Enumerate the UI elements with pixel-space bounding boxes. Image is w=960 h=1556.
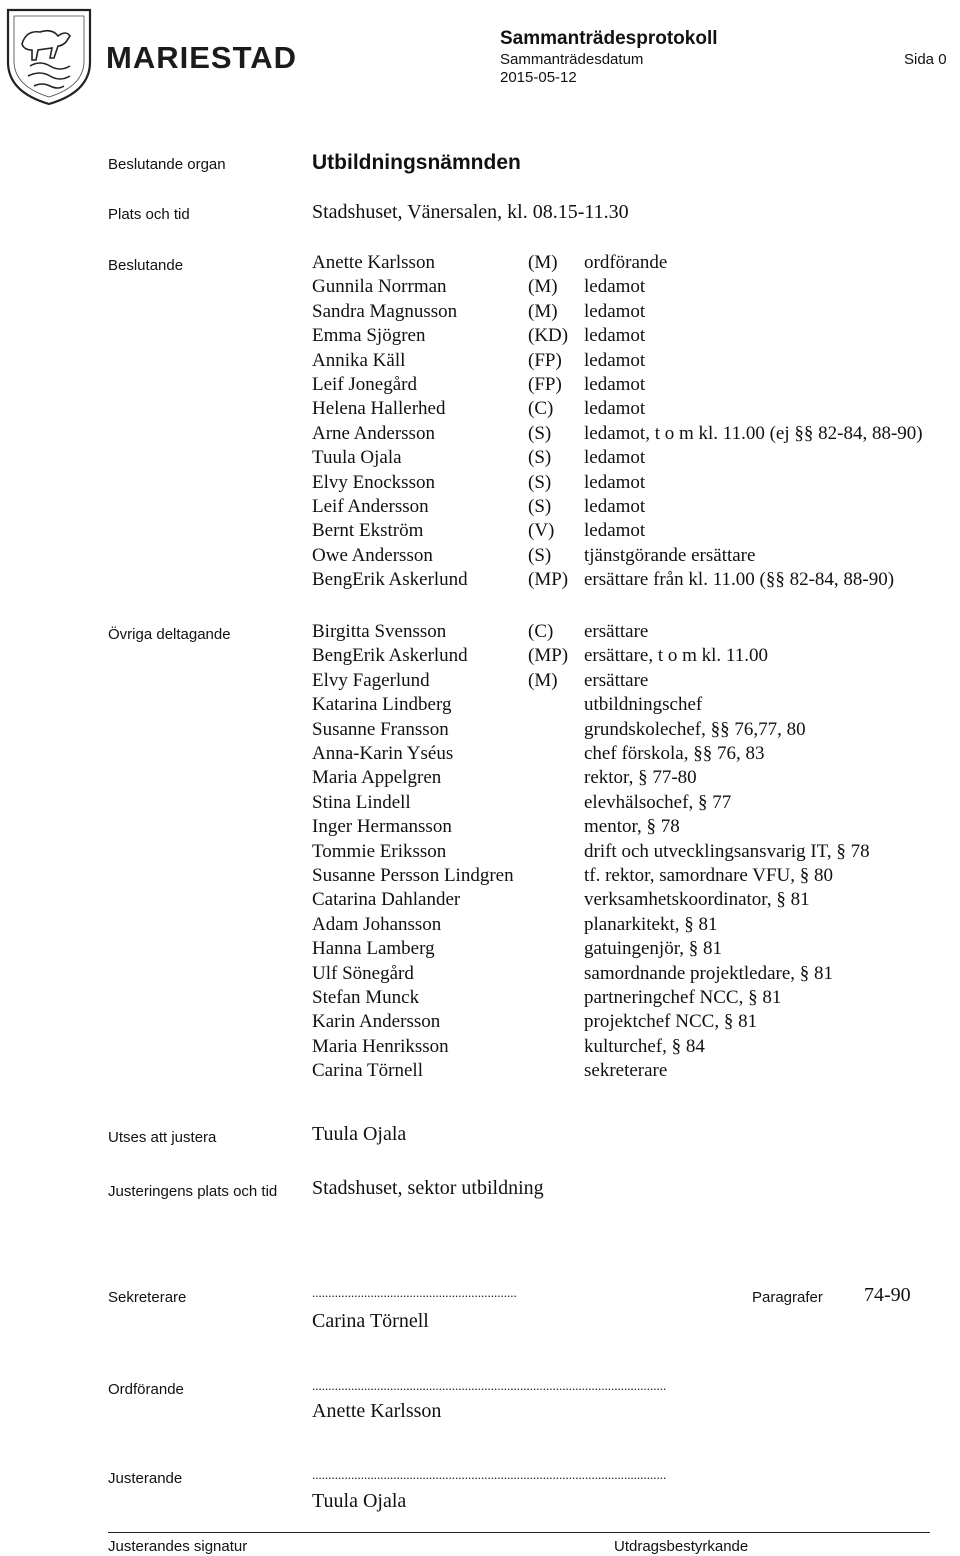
- ordforande-label: Ordförande: [108, 1381, 184, 1398]
- participant-row: [0, 670, 960, 694]
- participant-role: ledamot: [584, 447, 646, 469]
- beslutande-label: Beslutande: [108, 257, 184, 274]
- participant-row: [0, 792, 960, 816]
- participant-role: grundskolechef, §§ 76,77, 80: [584, 718, 806, 740]
- participant-name: Anette Karlsson: [312, 252, 435, 273]
- participant-name: Sandra Magnusson: [312, 300, 458, 322]
- paragrafer-value: 74-90: [864, 1284, 911, 1306]
- participant-name: BengErik Askerlund: [312, 645, 468, 667]
- participant-name: Annika Käll: [312, 349, 406, 371]
- participant-party: (FP): [528, 349, 562, 371]
- participant-role: kulturchef, § 84: [584, 1035, 705, 1057]
- participant-role: ordförande: [584, 252, 668, 273]
- ovriga-label: Övriga deltagande: [108, 626, 231, 643]
- participant-party: (S): [528, 496, 552, 517]
- participant-row: [0, 276, 960, 300]
- participant-role: ledamot: [584, 496, 646, 517]
- place-value: Stadshuset, Vänersalen, kl. 08.15-11.30: [312, 201, 629, 223]
- participant-role: ledamot: [584, 300, 646, 322]
- participant-row: [0, 569, 960, 593]
- sekreterare-signature-line: ...............................................................: [312, 1285, 517, 1300]
- participant-row: [0, 301, 960, 325]
- participant-role: utbildningschef: [584, 694, 703, 716]
- participant-party: (KD): [528, 325, 569, 347]
- footer-justerandes-signatur: Justerandes signatur: [108, 1538, 248, 1555]
- participant-name: Ulf Sönegård: [312, 962, 414, 984]
- participant-name: Carina Törnell: [312, 1060, 423, 1082]
- participant-name: Maria Henriksson: [312, 1035, 449, 1057]
- participant-row: [0, 841, 960, 865]
- participant-name: Susanne Persson Lindgren: [312, 865, 514, 886]
- participant-name: Adam Johansson: [312, 913, 442, 935]
- justerande-signature-line: .............................................................................................................: [312, 1467, 667, 1482]
- participant-name: Anna-Karin Yséus: [312, 743, 454, 764]
- participant-party: (V): [528, 520, 555, 542]
- sekreterare-label: Sekreterare: [108, 1289, 187, 1306]
- participant-name: Katarina Lindberg: [312, 694, 452, 716]
- participant-role: ersättare: [584, 669, 649, 691]
- participant-row: [0, 719, 960, 743]
- participant-row: [0, 645, 960, 669]
- organ-label: Beslutande organ: [108, 156, 226, 173]
- participant-role: rektor, § 77-80: [584, 767, 697, 789]
- participant-row: [0, 423, 960, 447]
- footer-divider: [108, 1532, 930, 1533]
- participant-party: (S): [528, 471, 552, 493]
- participant-row: [0, 252, 960, 276]
- participant-role: ledamot: [584, 398, 646, 420]
- participant-role: chef förskola, §§ 76, 83: [584, 743, 765, 764]
- document-title: Sammanträdesprotokoll: [500, 28, 718, 49]
- participant-role: ersättare, t o m kl. 11.00: [584, 645, 768, 667]
- participant-row: [0, 496, 960, 520]
- participant-row: [0, 1060, 960, 1084]
- participant-row: [0, 767, 960, 791]
- participant-party: (M): [528, 669, 558, 691]
- participant-row: [0, 545, 960, 569]
- justering-plats-label: Justeringens plats och tid: [108, 1183, 278, 1200]
- participant-row: [0, 963, 960, 987]
- participant-party: (M): [528, 276, 558, 298]
- participant-row: [0, 472, 960, 496]
- participant-role: partneringchef NCC, § 81: [584, 987, 782, 1008]
- participant-row: [0, 743, 960, 767]
- participant-role: ersättare: [584, 621, 649, 642]
- participant-role: elevhälsochef, § 77: [584, 791, 732, 813]
- participant-role: ledamot: [584, 349, 646, 371]
- participant-role: projektchef NCC, § 81: [584, 1011, 758, 1033]
- participant-party: (M): [528, 300, 558, 322]
- participant-row: [0, 987, 960, 1011]
- participant-party: (C): [528, 398, 554, 420]
- participant-party: (FP): [528, 374, 562, 395]
- participant-row: [0, 1036, 960, 1060]
- participant-row: [0, 914, 960, 938]
- page-number: Sida 0: [904, 51, 947, 68]
- participant-name: BengErik Askerlund: [312, 569, 468, 591]
- participant-party: (S): [528, 422, 552, 444]
- participant-row: [0, 350, 960, 374]
- ordforande-name: Anette Karlsson: [312, 1400, 442, 1422]
- participant-name: Emma Sjögren: [312, 325, 426, 347]
- participant-name: Helena Hallerhed: [312, 398, 446, 420]
- participant-role: ledamot: [584, 520, 646, 542]
- participant-row: [0, 816, 960, 840]
- participant-name: Gunnila Norrman: [312, 276, 447, 298]
- participant-name: Hanna Lamberg: [312, 938, 435, 960]
- participant-row: [0, 938, 960, 962]
- participant-row: [0, 447, 960, 471]
- logo-text: MARIESTAD: [106, 40, 297, 75]
- coat-of-arms-icon: [8, 10, 90, 104]
- participant-role: verksamhetskoordinator, § 81: [584, 889, 810, 911]
- participant-name: Stina Lindell: [312, 791, 411, 813]
- participant-party: (MP): [528, 569, 569, 591]
- participant-role: ledamot: [584, 325, 646, 347]
- participant-role: samordnande projektledare, § 81: [584, 962, 834, 984]
- footer-utdragsbestyrkande: Utdragsbestyrkande: [614, 1538, 749, 1555]
- justerande-label: Justerande: [108, 1470, 183, 1487]
- participant-row: [0, 694, 960, 718]
- participant-name: Arne Andersson: [312, 422, 435, 444]
- participant-role: drift och utvecklingsansvarig IT, § 78: [584, 840, 870, 862]
- participant-row: [0, 520, 960, 544]
- participant-row: [0, 621, 960, 645]
- organ-name: Utbildningsnämnden: [312, 151, 521, 174]
- participant-name: Stefan Munck: [312, 987, 420, 1008]
- participant-name: Susanne Fransson: [312, 718, 449, 740]
- paragrafer-label: Paragrafer: [752, 1289, 823, 1306]
- participant-role: ersättare från kl. 11.00 (§§ 82-84, 88-90): [584, 569, 895, 591]
- participant-name: Birgitta Svensson: [312, 621, 447, 642]
- place-label: Plats och tid: [108, 206, 190, 223]
- participant-name: Owe Andersson: [312, 544, 433, 566]
- participant-role: tjänstgörande ersättare: [584, 544, 756, 566]
- participant-party: (S): [528, 544, 552, 566]
- participant-row: [0, 325, 960, 349]
- utses-label: Utses att justera: [108, 1129, 217, 1146]
- participant-row: [0, 865, 960, 889]
- participant-name: Leif Andersson: [312, 496, 429, 517]
- participant-role: ledamot: [584, 374, 646, 395]
- participant-name: Bernt Ekström: [312, 520, 424, 542]
- participant-role: ledamot: [584, 471, 646, 493]
- sekreterare-name: Carina Törnell: [312, 1310, 429, 1332]
- meeting-date: 2015-05-12: [500, 69, 577, 86]
- participant-party: (M): [528, 252, 558, 273]
- participant-name: Inger Hermansson: [312, 816, 452, 838]
- participant-name: Tommie Eriksson: [312, 840, 447, 862]
- ordforande-signature-line: .............................................................................................................: [312, 1378, 667, 1393]
- participant-name: Karin Andersson: [312, 1011, 441, 1033]
- participant-row: [0, 889, 960, 913]
- participant-party: (MP): [528, 645, 569, 667]
- utses-value: Tuula Ojala: [312, 1123, 407, 1145]
- participant-row: [0, 374, 960, 398]
- participant-role: mentor, § 78: [584, 816, 680, 838]
- justering-plats-value: Stadshuset, sektor utbildning: [312, 1177, 544, 1199]
- participant-name: Leif Jonegård: [312, 374, 417, 395]
- participant-name: Elvy Fagerlund: [312, 669, 430, 691]
- participant-role: ledamot: [584, 276, 646, 298]
- participant-party: (C): [528, 621, 554, 642]
- participant-name: Tuula Ojala: [312, 447, 402, 469]
- participant-role: sekreterare: [584, 1060, 668, 1082]
- participant-role: tf. rektor, samordnare VFU, § 80: [584, 865, 834, 886]
- meeting-date-label: Sammanträdesdatum: [500, 51, 644, 68]
- participant-role: ledamot, t o m kl. 11.00 (ej §§ 82-84, 88-90): [584, 422, 923, 444]
- participant-role: planarkitekt, § 81: [584, 913, 718, 935]
- participant-row: [0, 1011, 960, 1035]
- participant-row: [0, 398, 960, 422]
- participant-party: (S): [528, 447, 552, 469]
- participant-name: Catarina Dahlander: [312, 889, 461, 911]
- participant-name: Maria Appelgren: [312, 767, 442, 789]
- participant-name: Elvy Enocksson: [312, 471, 435, 493]
- justerande-name: Tuula Ojala: [312, 1490, 407, 1512]
- participant-role: gatuingenjör, § 81: [584, 938, 723, 960]
